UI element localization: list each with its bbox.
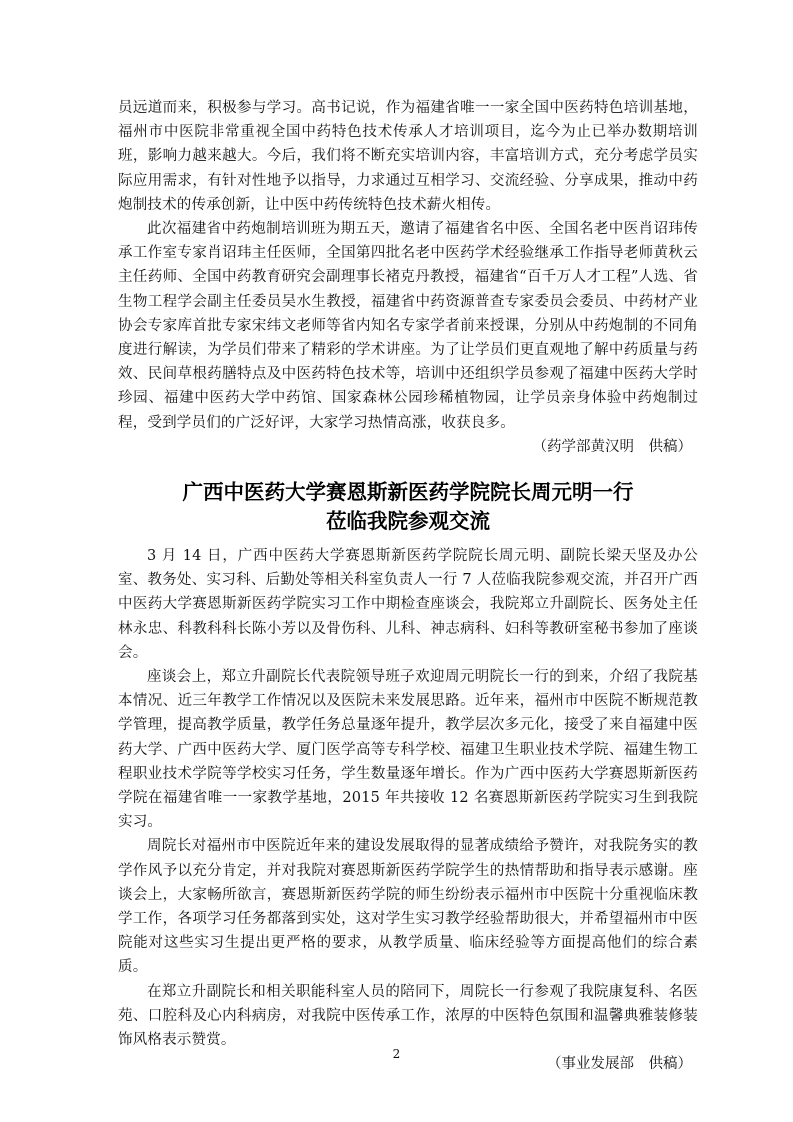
page-number: 2: [392, 1047, 401, 1061]
article-2-title-line-2: 莅临我院参观交流: [326, 509, 490, 533]
article-1-credit: （药学部黄汉明 供稿）: [532, 438, 692, 455]
article-1-paragraph-2: 此次福建省中药炮制培训班为期五天，邀请了福建省名中医、全国名老中医肖诏玮传承工作室专家肖诏玮主任医师，全国第四批名老中医药学术经验继承工作指导老师黄秋云主任药师、全国中药教育研究会副理事长褚克丹教授，福建省“百千万人才工程”人选、省生物工程学会副主任委员吴水生教授，福建省中药资源普查专家委员会委员、中药材产业协会专家库首批专家宋纬文老师等省内知名专家学者前来授课，分别从中药炮制的不同角度进行解读，为学员们带来了精彩的学术讲座。为了让学员们更直观地了解中药质量与药效、民间草根药膳特点及中医药特色技术等，培训中还组织学员参观了福建中医药大学时珍园、福建中医药大学中药馆、国家森林公园珍稀植物园，让学员亲身体验中药炮制过程，受到学员们的广泛好评，大家学习热情高涨，收获良多。: [118, 221, 698, 431]
article-1-body: [118, 96, 698, 459]
article-1-paragraph-1: 员远道而来，积极参与学习。高书记说，作为福建省唯一一家全国中医药特色培训基地，福州市中医院非常重视全国中药特色技术传承人才培训项目，迄今为止已举办数期培训班，影响力越来越大。今后，我们将不断充实培训内容，丰富培训方式，充分考虑学员实际应用需求，有针对性地予以指导，力求通过互相学习、交流经验、分享成果，推动中药炮制技术的传承创新，让中医中药传统特色技术薪火相传。: [118, 100, 698, 213]
article-2-paragraph-4: 在郑立升副院长和相关职能科室人员的陪同下，周院长一行参观了我院康复科、名医苑、口腔科及心内科病房，对我院中医传承工作，浓厚的中医特色氛围和温馨典雅装修装饰风格表示赞赏。: [118, 983, 698, 1049]
article-2-paragraph-1: 3 月 14 日，广西中医药大学赛恩斯新医药学院院长周元明、副院长梁天坚及办公室、教务处、实习科、后勤处等相关科室负责人一行 7 人莅临我院参观交流，并召开广西中医药大学赛恩斯新医药学院实习工作中期检查座谈会，我院郑立升副院长、医务处主任林永忠、科教科科长陈小芳以及骨伤科、儿科、神志病科、妇科等教研室秘书参加了座谈会。: [118, 548, 698, 661]
article-2-title-line-1: 广西中医药大学赛恩斯新医药学院院长周元明一行: [182, 480, 634, 504]
article-2-paragraph-3: 周院长对福州市中医院近年来的建设发展取得的显著成绩给予赞许，对我院务实的教学作风予以充分肯定，并对我院对赛恩斯新医药学院学生的热情帮助和指导表示感谢。座谈会上，大家畅所欲言，赛恩斯新医药学院的师生纷纷表示福州市中医院十分重视临床教学工作，各项学习任务都落到实处，这对学生实习教学经验帮助很大，并希望福州市中医院能对这些实习生提出更严格的要求，从教学质量、临床经验等方面提高他们的综合素质。: [118, 838, 698, 976]
article-2-body: [118, 544, 698, 1076]
article-2-paragraph-2: 座谈会上，郑立升副院长代表院领导班子欢迎周元明院长一行的到来，介绍了我院基本情况、近三年教学工作情况以及医院未来发展思路。近年来，福州市中医院不断规范教学管理，提高教学质量，教学任务总量逐年提升，教学层次多元化，接受了来自福建中医药大学、广西中医药大学、厦门医学高等专科学校、福建卫生职业技术学院、福建生物工程职业技术学院等学校实习任务，学生数量逐年增长。作为广西中医药大学赛恩斯新医药学院在福建省唯一一家教学基地，2015 年共接收 12 名赛恩斯新医药学院实习生到我院实习。: [118, 669, 698, 831]
article-2-credit: （事业发展部 供稿）: [547, 1056, 692, 1073]
